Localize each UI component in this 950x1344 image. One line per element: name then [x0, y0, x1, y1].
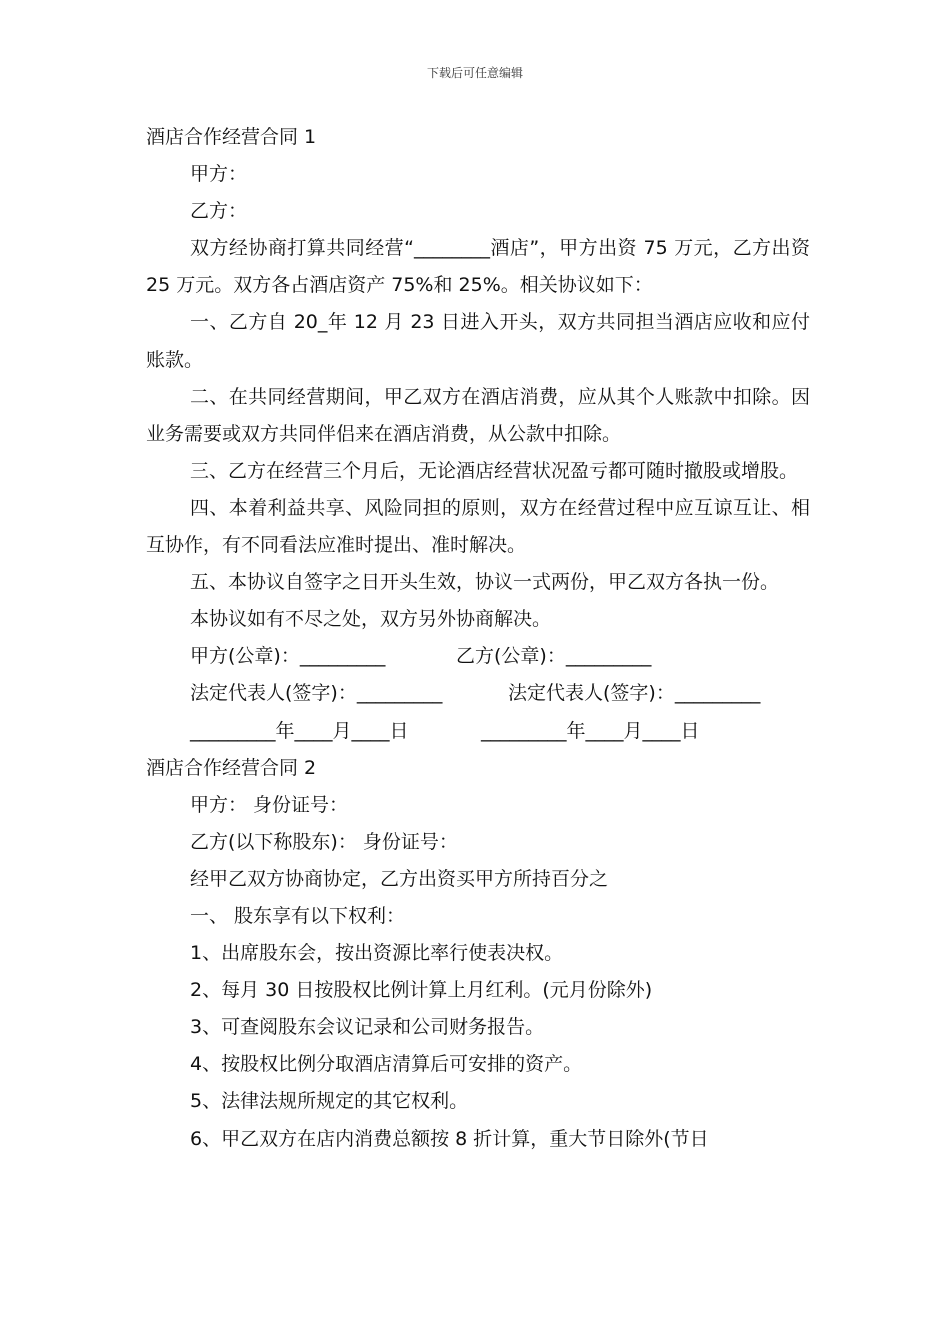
contract2-right-3: 3、可查阅股东会议记录和公司财务报告。 — [190, 1016, 545, 1039]
contract2-right-5: 5、法律法规所规定的其它权利。 — [190, 1090, 469, 1113]
contract2-title: 酒店合作经营合同 2 — [146, 756, 317, 779]
contract1-clause-3: 三、乙方在经营三个月后，无论酒店经营状况盈亏都可随时撤股或增股。 — [190, 459, 799, 482]
document-body — [146, 119, 810, 1158]
contract1-party-a: 甲方： — [190, 163, 248, 186]
seal-party-b: 乙方(公章)：_________ — [456, 645, 652, 668]
contract1-clause-5: 五、本协议自签字之日开头生效，协议一式两份，甲乙双方各执一份。 — [190, 571, 780, 594]
contract1-clause-4: 四、本着利益共享、风险同担的原则，双方在经营过程中应互谅互让、相互协作，有不同看法应准时提出、准时解决。 — [146, 496, 810, 557]
page-header-note: 下载后可任意编辑 — [426, 66, 523, 80]
contract1-intro: 双方经协商打算共同经营“________酒店”，甲方出资 75 万元，乙方出资 25 万元。双方各占酒店资产 75%和 25%。相关协议如下： — [146, 237, 810, 297]
contract1-title: 酒店合作经营合同 1 — [146, 126, 317, 148]
contract2-intro: 经甲乙双方协商协定，乙方出资买甲方所持百分之 — [190, 867, 609, 890]
signature-row-seal — [146, 638, 810, 675]
signature-row-date — [146, 713, 810, 750]
representative-party-a: 法定代表人(签字)：_________ — [190, 682, 443, 705]
contract1-closing: 本协议如有不尽之处，双方另外协商解决。 — [190, 608, 552, 631]
date-party-b: _________年____月____日 — [481, 719, 700, 742]
contract2-party-b: 乙方(以下称股东)： 身份证号： — [190, 830, 458, 853]
date-party-a: _________年____月____日 — [190, 719, 409, 742]
contract2-right-4: 4、按股权比例分取酒店清算后可安排的资产。 — [190, 1053, 583, 1076]
contract2-right-6: 6、甲乙双方在店内消费总额按 8 折计算，重大节日除外(节日 — [190, 1127, 709, 1150]
contract1-clause-2: 二、在共同经营期间，甲乙双方在酒店消费，应从其个人账款中扣除。因业务需要或双方共同伴侣来在酒店消费，从公款中扣除。 — [146, 385, 810, 445]
contract1-clause-1: 一、乙方自 20_年 12 月 23 日进入开头，双方共同担当酒店应收和应付账款。 — [146, 311, 810, 371]
contract2-right-1: 1、出席股东会，按出资源比率行使表决权。 — [190, 942, 564, 965]
contract1-party-b: 乙方： — [190, 200, 248, 223]
representative-party-b: 法定代表人(签字)：_________ — [508, 682, 761, 705]
signature-row-representative — [146, 675, 810, 712]
contract2-right-2: 2、每月 30 日按股权比例计算上月红利。(元月份除外) — [190, 979, 653, 1002]
seal-party-a: 甲方(公章)：_________ — [190, 645, 386, 668]
contract2-section1-title: 一、 股东享有以下权利： — [190, 904, 406, 927]
contract2-party-a: 甲方： 身份证号： — [190, 793, 349, 816]
